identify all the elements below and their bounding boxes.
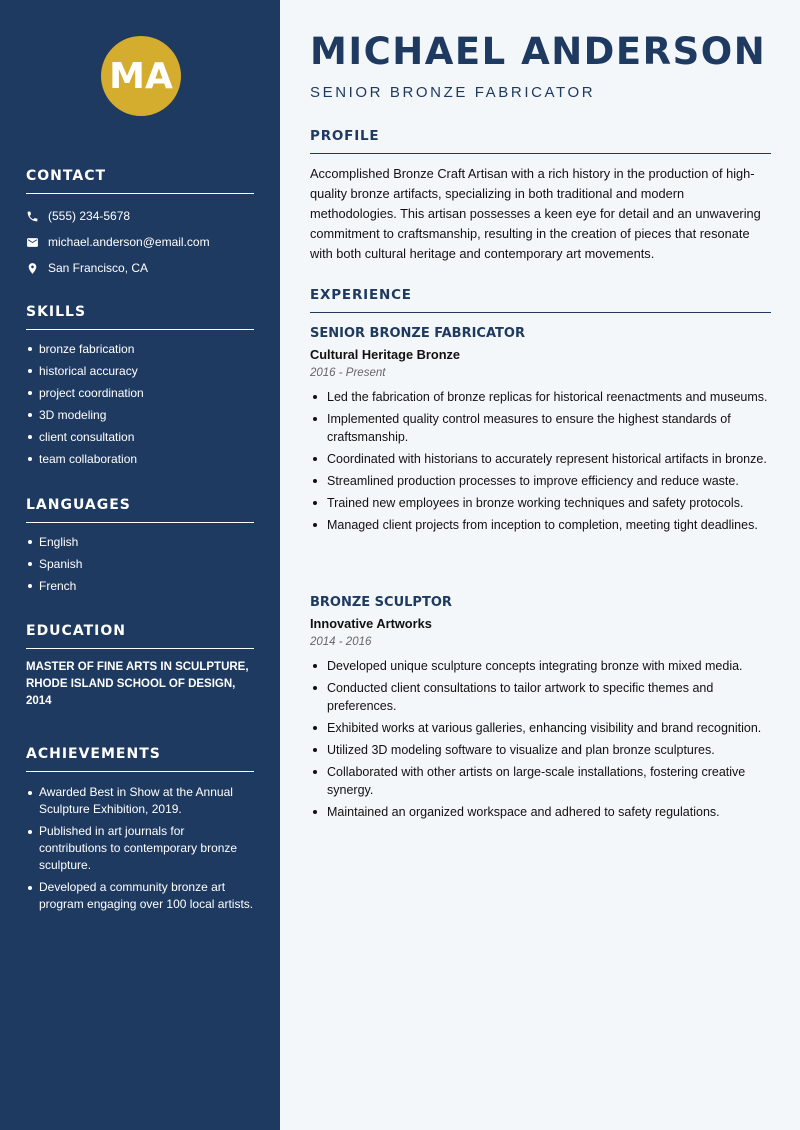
contact-location: [26, 255, 254, 281]
achievements-section: [26, 746, 254, 918]
skills-section: [26, 304, 254, 470]
email-icon: [26, 236, 39, 249]
job-company: Innovative Artworks: [310, 616, 432, 631]
languages-heading: LANGUAGES: [26, 497, 254, 523]
avatar: MA: [101, 36, 181, 116]
email-text: michael.anderson@email.com: [48, 235, 210, 249]
contact-phone: [26, 203, 254, 229]
profile-heading: PROFILE: [310, 128, 771, 154]
contact-email: [26, 229, 254, 255]
skill-item: bronze fabrication: [26, 338, 254, 360]
skills-heading: SKILLS: [26, 304, 254, 330]
phone-text: (555) 234-5678: [48, 209, 131, 223]
job-dates: 2016 - Present: [310, 367, 386, 379]
education-heading: EDUCATION: [26, 623, 254, 649]
candidate-name: MICHAEL ANDERSON: [310, 30, 767, 73]
profile-summary: Accomplished Bronze Craft Artisan with a rich history in the production of high-quality bronze artifacts, specializing in both traditional and modern methodologies. This artisan possesses a keen eye for detail and an unwavering commitment to craftsmanship, resulting in the creation of pieces that resonate with both cultural heritage and contemporary art movements.: [310, 166, 761, 261]
language-item: French: [26, 575, 254, 597]
education-entry: MASTER OF FINE ARTS IN SCULPTURE, RHODE ISLAND SCHOOL OF DESIGN, 2014: [26, 661, 249, 707]
location-text: San Francisco, CA: [48, 261, 149, 275]
job-title: BRONZE SCULPTOR: [310, 595, 452, 610]
job-bullet: Exhibited works at various galleries, enhancing visibility and brand recognition.: [310, 719, 771, 737]
sidebar: [0, 0, 280, 1130]
skill-item: 3D modeling: [26, 404, 254, 426]
experience-heading: EXPERIENCE: [310, 287, 771, 313]
skill-item: team collaboration: [26, 448, 254, 470]
candidate-title: SENIOR BRONZE FABRICATOR: [310, 84, 596, 101]
job-bullet: Conducted client consultations to tailor artwork to specific themes and preferences.: [310, 679, 771, 715]
contact-heading: CONTACT: [26, 168, 254, 194]
skill-item: historical accuracy: [26, 360, 254, 382]
language-item: Spanish: [26, 553, 254, 575]
achievement-item: Awarded Best in Show at the Annual Sculpture Exhibition, 2019.: [26, 784, 254, 818]
phone-icon: [26, 210, 39, 223]
job-bullet: Developed unique sculpture concepts integrating bronze with mixed media.: [310, 657, 771, 675]
job-dates: 2014 - 2016: [310, 636, 372, 648]
contact-section: [26, 168, 254, 281]
job-bullet: Collaborated with other artists on large-scale installations, fostering creative synergy.: [310, 763, 771, 799]
achievement-item: Published in art journals for contributions to contemporary bronze sculpture.: [26, 823, 254, 874]
job-bullet: Trained new employees in bronze working techniques and safety protocols.: [310, 494, 771, 512]
job-bullet: Maintained an organized workspace and adhered to safety regulations.: [310, 803, 771, 821]
job-entry: [310, 595, 771, 825]
languages-section: [26, 497, 254, 597]
achievement-item: Developed a community bronze art program engaging over 100 local artists.: [26, 879, 254, 913]
education-section: [26, 623, 254, 710]
location-pin-icon: [26, 262, 39, 275]
achievements-heading: ACHIEVEMENTS: [26, 746, 254, 772]
skill-item: project coordination: [26, 382, 254, 404]
job-entry: [310, 326, 771, 538]
job-bullet: Led the fabrication of bronze replicas for historical reenactments and museums.: [310, 388, 771, 406]
job-bullet: Coordinated with historians to accurately represent historical artifacts in bronze.: [310, 450, 771, 468]
job-bullet: Utilized 3D modeling software to visualize and plan bronze sculptures.: [310, 741, 771, 759]
skill-item: client consultation: [26, 426, 254, 448]
job-bullet: Streamlined production processes to improve efficiency and reduce waste.: [310, 472, 771, 490]
job-title: SENIOR BRONZE FABRICATOR: [310, 326, 525, 341]
language-item: English: [26, 531, 254, 553]
job-bullet: Implemented quality control measures to ensure the highest standards of craftsmanship.: [310, 410, 771, 446]
job-company: Cultural Heritage Bronze: [310, 347, 461, 362]
job-bullet: Managed client projects from inception to completion, meeting tight deadlines.: [310, 516, 771, 534]
